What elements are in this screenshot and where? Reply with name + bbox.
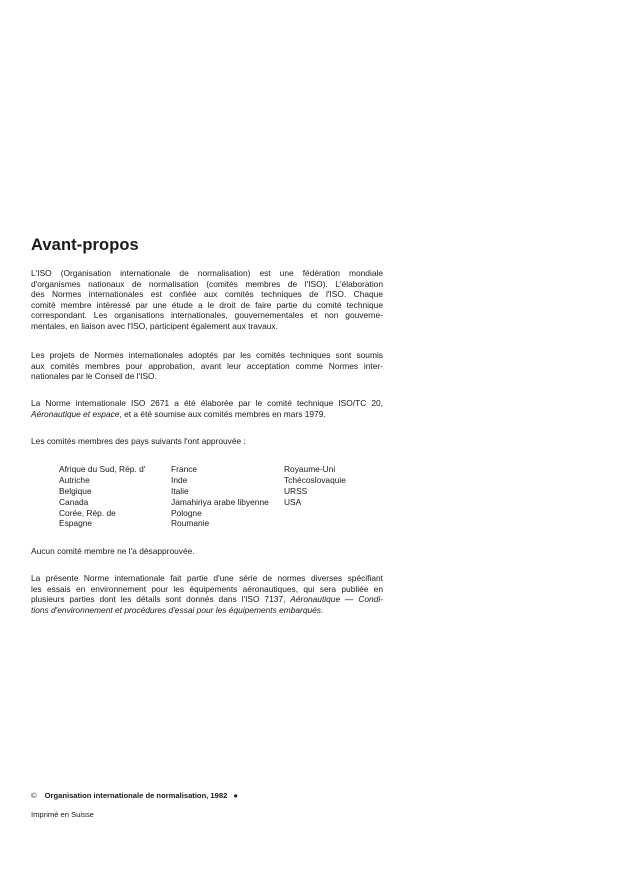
referenced-standard-title: Aéronautique — Condi- (290, 594, 383, 604)
countries-column-2 (171, 464, 269, 529)
foreword-paragraph-disapproval (31, 546, 383, 557)
text-line: correspondant. Les organisations internationales, gouvernementales et non gouverne- (31, 310, 383, 320)
page-title: Avant-propos (31, 236, 139, 254)
country-item: Jamahiriya arabe libyenne (171, 496, 269, 507)
text-line: La présente Norme internationale fait partie d'une série de normes diverses spécifiant (31, 573, 383, 583)
text-fragment: plusieurs parties dont les détails sont donnés dans l'ISO 7137, (31, 594, 291, 604)
country-item: Roumanie (171, 518, 210, 529)
country-item: Inde (171, 474, 188, 485)
text-line: Les comités membres des pays suivants l'ont approuvée : (31, 436, 246, 446)
text-line (31, 594, 383, 605)
referenced-standard-title: tions d'environnement et procédures d'essai pour les équipements embarqués. (31, 604, 324, 615)
country-item: France (171, 464, 198, 474)
copyright-notice (31, 791, 238, 800)
country-item: Royaume-Uni (284, 464, 336, 474)
country-item: Tchécoslovaquie (284, 474, 346, 485)
country-item: Espagne (59, 518, 93, 529)
copyright-icon: © (31, 791, 37, 800)
foreword-paragraph-approval (31, 436, 383, 447)
country-item: Italie (171, 485, 189, 496)
foreword-paragraph-iso2671 (31, 398, 383, 419)
text-fragment: et a été soumise aux comités membres en mars 1979. (121, 408, 326, 419)
text-line: des Normes internationales est confiée aux comités techniques de l'ISO. Chaque (31, 289, 383, 299)
country-item: USA (284, 496, 302, 507)
text-line: Aucun comité membre ne l'a désapprouvée. (31, 546, 195, 556)
bullet-icon: ● (233, 791, 238, 800)
printed-in-notice: Imprimé en Suisse (31, 810, 94, 819)
text-line: d'organismes nationaux de normalisation (comités membres de l'ISO). L'élaboration (31, 278, 383, 289)
text-line: comité membre intéressé par une étude a le droit de faire partie du comité technique (31, 299, 383, 310)
text-line: La Norme internationale ISO 2671 a été élaborée par le comité technique ISO/TC 20, (31, 398, 383, 408)
country-item: Pologne (171, 507, 202, 518)
text-line: Les projets de Normes internationales adoptés par les comités techniques sont soumis (31, 350, 383, 360)
country-item: Corée, Rép. de (59, 507, 116, 518)
country-item: Afrique du Sud, Rép. d' (59, 464, 146, 474)
foreword-paragraph-series (31, 573, 383, 615)
copyright-text: Organisation internationale de normalisation, 1982 (44, 791, 228, 800)
country-item: URSS (284, 485, 308, 496)
text-line: aux comités membres pour approbation, avant leur acceptation comme Normes inter- (31, 360, 383, 371)
text-line (31, 409, 383, 420)
committee-title: Aéronautique et espace, (31, 408, 122, 419)
text-line: nationales par le Conseil de l'ISO. (31, 371, 157, 381)
countries-column-3 (284, 464, 346, 508)
foreword-paragraph-iso (31, 268, 383, 331)
text-line: les essais en environnement pour les équipements aéronautiques, qui sera publiée en (31, 583, 383, 594)
foreword-paragraph-drafts (31, 350, 383, 382)
country-item: Canada (59, 496, 89, 507)
text-line: L'ISO (Organisation internationale de normalisation) est une fédération mondiale (31, 268, 383, 278)
country-item: Belgique (59, 485, 92, 496)
countries-column-1 (59, 464, 145, 529)
text-line: mentales, en liaison avec l'ISO, participent également aux travaux. (31, 320, 278, 331)
country-item: Autriche (59, 474, 90, 485)
